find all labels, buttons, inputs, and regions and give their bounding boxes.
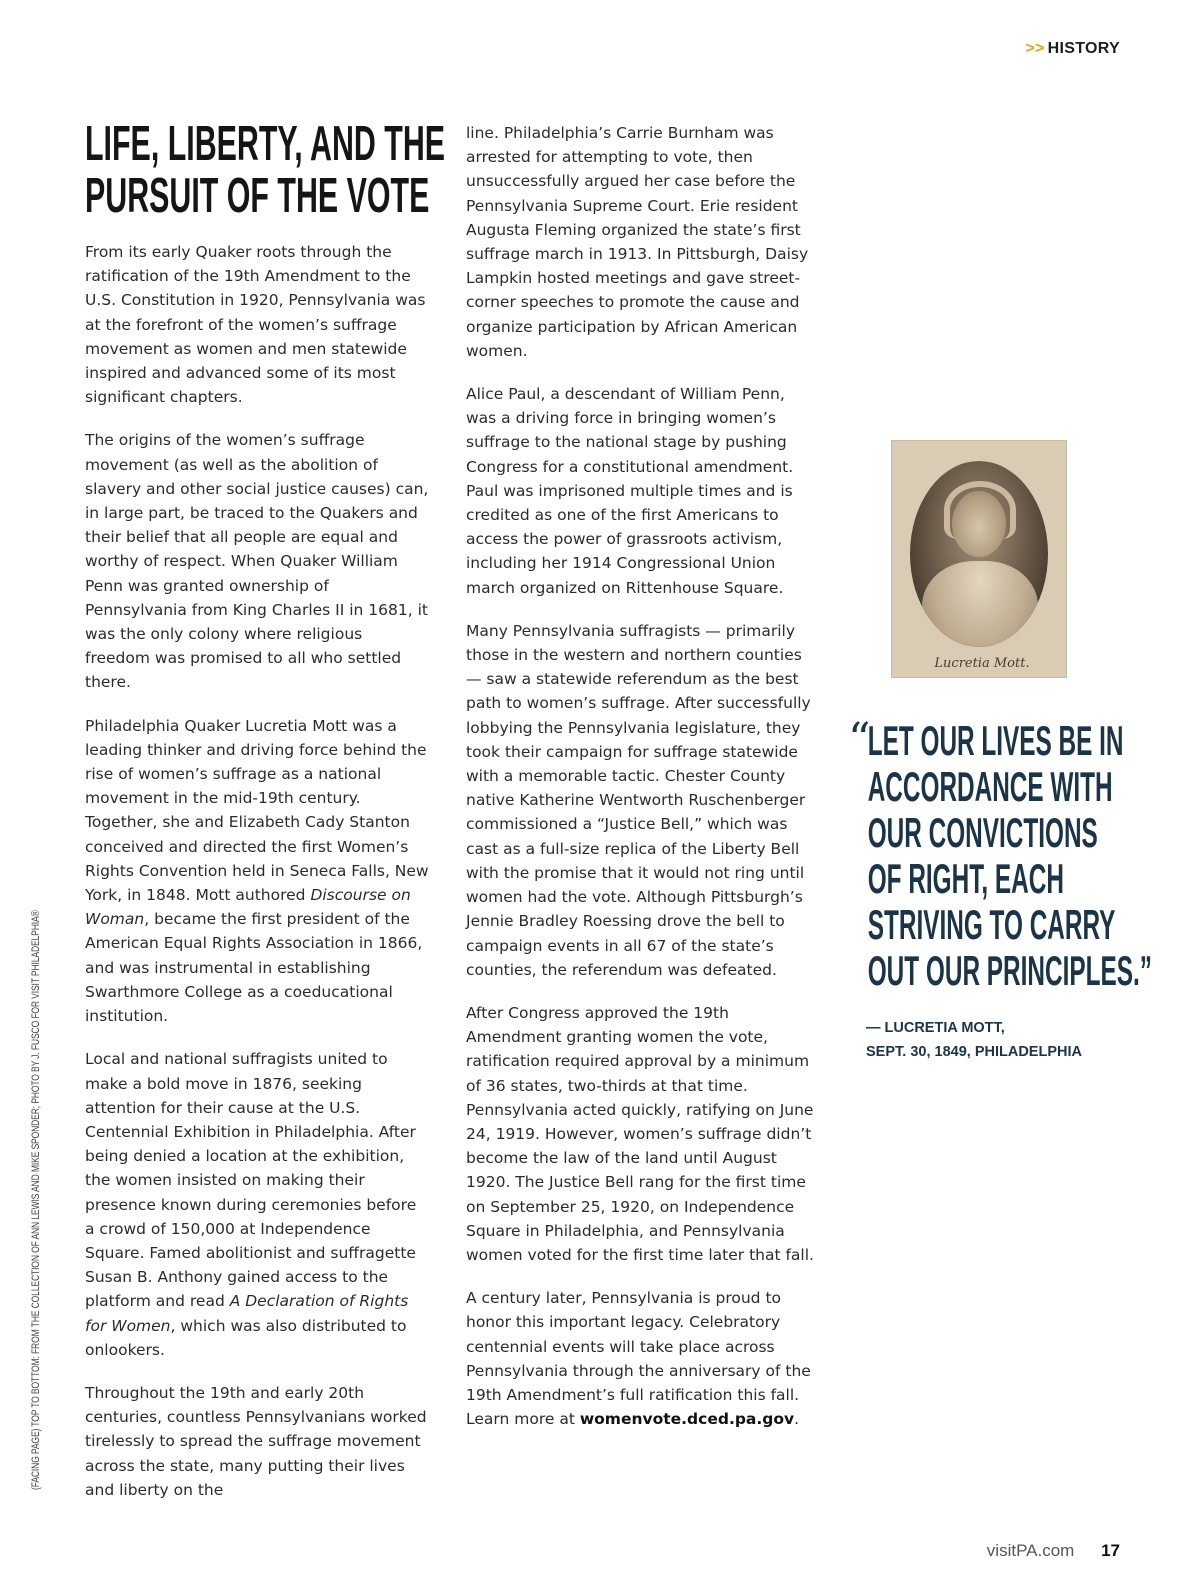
quote-attribution (866, 1016, 1082, 1064)
attribution-date: SEPT. 30, 1849, PHILADELPHIA (866, 1044, 1082, 1060)
paragraph: The origins of the women’s suffrage movement (as well as the abolition of slavery and other social justice causes) can, in large part, be traced to the Quakers and their belief that all people are equal and worthy of respect. When Quaker William Penn was granted ownership of Pennsylvania from King Charles II in 1681, it was the only colony where religious freedom was promised to all who settled there. (85, 431, 429, 692)
document-title: A Declaration of Rights for Women (85, 1292, 409, 1335)
quote-line: OF RIGHT, EACH (867, 855, 1064, 902)
photo-credit-text: (FACING PAGE) TOP TO BOTTOM: FROM THE COLLECTION OF ANN LEWIS AND MIKE SPONDER; PHOTO BY J. FUSCO FOR VISIT PHILADELPHIA® (30, 910, 42, 1490)
quote-line: STRIVING TO CARRY (867, 901, 1116, 948)
body-column-2 (466, 121, 816, 1450)
portrait-bonnet (944, 481, 1016, 539)
pull-quote-text (848, 717, 1152, 994)
headline-line-2: PURSUIT OF THE VOTE (85, 169, 430, 223)
portrait-signature: Lucretia Mott. (934, 656, 1030, 671)
footer-site[interactable]: visitPA.com (986, 1541, 1075, 1560)
attribution-name: — LUCRETIA MOTT, (866, 1020, 1005, 1036)
paragraph-text: Philadelphia Quaker Lucretia Mott was a leading thinker and driving force behind the rise of women’s suffrage as a national movement in the mid-19th century. Together, she and Elizabeth Cady Stanton conceived and directed the first Women’s Rights Convention held in Seneca Falls, New York, in 1848. Mott authored (85, 716, 429, 905)
paragraph: Alice Paul, a descendant of William Penn, was a driving force in bringing women’s suffrage to the national stage by pushing Congress for a constitutional amendment. Paul was imprisoned multiple times and is credited as one of the first Americans to access the power of grassroots activism, including her 1914 Congressional Union march organized on Rittenhouse Square. (466, 385, 794, 597)
paragraph: After Congress approved the 19th Amendment granting women the vote, ratification required approval by a minimum of 36 states, two-thirds at that time. Pennsylvania acted quickly, ratifying on June 24, 1919. However, women’s suffrage didn’t become the law of the land until August 1920. The Justice Bell rang for the first time on September 25, 1920, on Independence Square in Philadelphia, and Pennsylvania women voted for the first time later that fall. (466, 1003, 814, 1264)
pull-quote (848, 714, 1152, 1060)
paragraph-text: , which was also distributed to onlookers. (85, 1316, 407, 1359)
quote-line: OUT OUR PRINCIPLES.” (867, 947, 1152, 994)
headline-line-1: LIFE, LIBERTY, AND THE (85, 117, 446, 171)
paragraph-text: , became the first president of the American Equal Rights Association in 1866, and was instrumental in establishing Swarthmore College as a coeducational institution. (85, 910, 423, 1026)
quote-line: OUR CONVICTIONS (867, 809, 1098, 856)
book-title: Discourse on Woman (85, 886, 411, 929)
paragraph: Many Pennsylvania suffragists — primarily those in the western and northern counties — saw a statewide referendum as the best path to women’s suffrage. After successfully lobbying the Pennsylvania legislature, they took their campaign for suffrage statewide with a memorable tactic. Chester County native Katherine Wentworth Ruschenberger commissioned a “Justice Bell,” which was cast as a full-size replica of the Liberty Bell with the promise that it would not ring until women had the vote. Although Pittsburgh’s Jennie Bradley Roessing drove the bell to campaign events in all 67 of the state’s counties, the referendum was defeated. (466, 621, 811, 979)
lucretia-mott-portrait (891, 440, 1067, 678)
photo-credit (30, 747, 42, 1490)
paragraph (85, 714, 430, 1029)
portrait-shawl (922, 561, 1038, 647)
paragraph-text: . (794, 1410, 800, 1429)
quote-line: ACCORDANCE WITH (867, 763, 1113, 810)
section-tag (1025, 40, 1120, 58)
page-footer (987, 1541, 1120, 1561)
article-headline (85, 117, 446, 223)
paragraph: line. Philadelphia’s Carrie Burnham was arrested for attempting to vote, then unsuccessfully argued her case before the Pennsylvania Supreme Court. Erie resident Augusta Fleming organized the state’s first suffrage march in 1913. In Pittsburgh, Daisy Lampkin hosted meetings and gave street-corner speeches to promote the cause and organize participation by African American women. (466, 124, 809, 360)
page-number: 17 (1101, 1541, 1120, 1560)
body-column-1 (85, 240, 430, 1521)
quote-line: LET OUR LIVES BE IN (867, 717, 1124, 764)
paragraph: From its early Quaker roots through the ratification of the 19th Amendment to the U.S. Constitution in 1920, Pennsylvania was at the forefront of the women’s suffrage movement as women and men statewide inspired and advanced some of its most significant chapters. (85, 243, 426, 407)
paragraph (85, 1047, 430, 1362)
paragraph: Throughout the 19th and early 20th centuries, countless Pennsylvanians worked tirelessly to spread the suffrage movement across the state, many putting their lives and liberty on the (85, 1383, 427, 1499)
section-label: HISTORY (1047, 40, 1120, 57)
portrait-oval (910, 461, 1048, 647)
website-link[interactable]: womenvote.dced.pa.gov (579, 1410, 795, 1429)
paragraph-text: Local and national suffragists united to make a bold move in 1876, seeking attention for their cause at the U.S. Centennial Exhibition in Philadelphia. After being denied a location at the exhibition, the women insisted on making their presence known during ceremonies before a crowd of 150,000 at Independence Square. Famed abolitionist and suffragette Susan B. Anthony gained access to the platform and read (85, 1050, 417, 1311)
paragraph-text: A century later, Pennsylvania is proud to honor this important legacy. Celebratory centennial events will take place across Pennsylvania through the anniversary of the 19th Amendment’s full ratification this fall. Learn more at (466, 1289, 811, 1429)
paragraph (466, 1286, 816, 1431)
chevron-icon: >> (1025, 40, 1045, 57)
open-quote-mark: “ (848, 714, 871, 765)
